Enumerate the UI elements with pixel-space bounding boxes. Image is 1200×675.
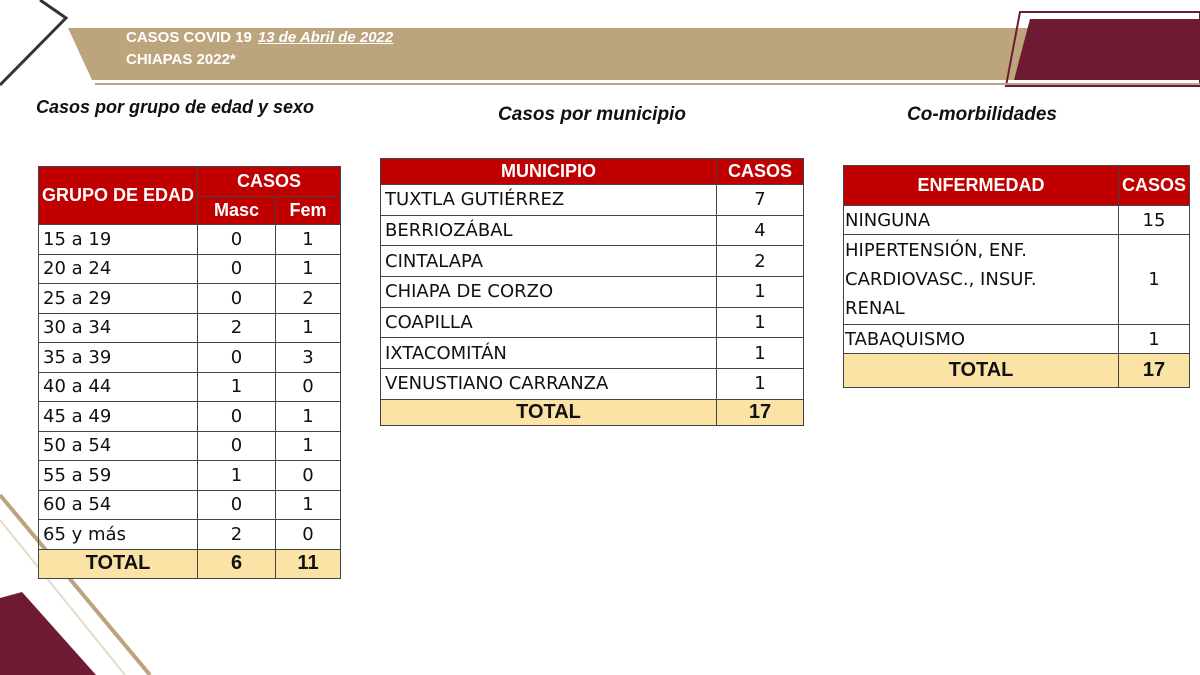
masc-cell: 0 [198, 490, 276, 520]
header-line1: CASOS COVID 19 [126, 29, 252, 46]
casos-header: CASOS [717, 159, 804, 185]
casos-cell: 1 [717, 277, 804, 308]
table-row [39, 225, 341, 255]
municipio-cell: IXTACOMITÁN [381, 338, 717, 369]
table-row [39, 254, 341, 284]
casos-cell: 1 [1119, 235, 1190, 325]
municipio-cell: BERRIOZÁBAL [381, 215, 717, 246]
total-fem: 11 [276, 549, 341, 579]
fem-cell: 1 [276, 431, 341, 461]
grupo-cell: 30 a 34 [39, 313, 198, 343]
masc-header: Masc [198, 197, 276, 225]
table-row [844, 325, 1190, 354]
masc-cell: 2 [198, 520, 276, 550]
fem-cell: 2 [276, 284, 341, 314]
fem-cell: 1 [276, 490, 341, 520]
edad-section-title: Casos por grupo de edad y sexo [35, 97, 315, 117]
municipio-cell: COAPILLA [381, 307, 717, 338]
total-label: TOTAL [381, 399, 717, 425]
fem-cell: 0 [276, 461, 341, 491]
table-row [381, 277, 804, 308]
table-row [381, 307, 804, 338]
casos-cell: 15 [1119, 206, 1190, 235]
fem-header: Fem [276, 197, 341, 225]
total-casos: 17 [1119, 354, 1190, 388]
masc-cell: 0 [198, 402, 276, 432]
masc-cell: 1 [198, 461, 276, 491]
table-row [39, 490, 341, 520]
total-masc: 6 [198, 549, 276, 579]
total-label: TOTAL [39, 549, 198, 579]
edad-table [38, 166, 341, 579]
grupo-cell: 20 a 24 [39, 254, 198, 284]
header-title [126, 29, 393, 46]
fem-cell: 1 [276, 402, 341, 432]
total-row [844, 354, 1190, 388]
table-row [39, 431, 341, 461]
municipio-table [380, 158, 804, 426]
table-row [381, 369, 804, 400]
table-row [39, 343, 341, 373]
table-row [39, 372, 341, 402]
fem-cell: 0 [276, 372, 341, 402]
casos-cell: 1 [717, 369, 804, 400]
grupo-cell: 25 a 29 [39, 284, 198, 314]
municipio-cell: CHIAPA DE CORZO [381, 277, 717, 308]
masc-cell: 0 [198, 254, 276, 284]
enfermedad-cell: HIPERTENSIÓN, ENF. CARDIOVASC., INSUF. RENAL [844, 235, 1119, 325]
table-row [39, 461, 341, 491]
grupo-cell: 40 a 44 [39, 372, 198, 402]
casos-cell: 1 [717, 338, 804, 369]
municipio-section-title: Casos por municipio [498, 104, 686, 125]
grupo-cell: 60 a 54 [39, 490, 198, 520]
masc-cell: 0 [198, 431, 276, 461]
enfermedad-cell: TABAQUISMO [844, 325, 1119, 354]
table-row [381, 338, 804, 369]
municipio-cell: VENUSTIANO CARRANZA [381, 369, 717, 400]
casos-cell: 4 [717, 215, 804, 246]
table-row [844, 206, 1190, 235]
casos-cell: 2 [717, 246, 804, 277]
table-row [39, 284, 341, 314]
total-label: TOTAL [844, 354, 1119, 388]
header-subtitle: CHIAPAS 2022* [126, 51, 236, 68]
grupo-cell: 65 y más [39, 520, 198, 550]
grupo-cell: 15 a 19 [39, 225, 198, 255]
enfermedad-header: ENFERMEDAD [844, 166, 1119, 206]
municipio-cell: TUXTLA GUTIÉRREZ [381, 185, 717, 216]
fem-cell: 0 [276, 520, 341, 550]
casos-cell: 1 [1119, 325, 1190, 354]
table-row [39, 313, 341, 343]
header-date: 13 de Abril de 2022 [257, 29, 394, 46]
fem-cell: 1 [276, 225, 341, 255]
table-row [39, 402, 341, 432]
comorbilidades-section-title: Co-morbilidades [907, 104, 1057, 125]
total-casos: 17 [717, 399, 804, 425]
masc-cell: 1 [198, 372, 276, 402]
casos-header: CASOS [1119, 166, 1190, 206]
table-row [381, 246, 804, 277]
grupo-cell: 45 a 49 [39, 402, 198, 432]
top-left-corner-line [0, 0, 66, 85]
fem-cell: 1 [276, 254, 341, 284]
comorbilidades-table [843, 165, 1190, 388]
masc-cell: 0 [198, 284, 276, 314]
fem-cell: 1 [276, 313, 341, 343]
grupo-cell: 55 a 59 [39, 461, 198, 491]
table-row [381, 185, 804, 216]
casos-header: CASOS [198, 167, 341, 197]
grupo-cell: 35 a 39 [39, 343, 198, 373]
header-right-maroon-shape [1014, 19, 1200, 80]
total-row [381, 399, 804, 425]
casos-cell: 7 [717, 185, 804, 216]
total-row [39, 549, 341, 579]
enfermedad-cell: NINGUNA [844, 206, 1119, 235]
masc-cell: 0 [198, 343, 276, 373]
bottom-left-maroon-triangle [0, 592, 96, 675]
table-row [844, 235, 1190, 325]
municipio-cell: CINTALAPA [381, 246, 717, 277]
table-row [381, 215, 804, 246]
grupo-edad-header: GRUPO DE EDAD [39, 167, 198, 225]
grupo-cell: 50 a 54 [39, 431, 198, 461]
casos-cell: 1 [717, 307, 804, 338]
fem-cell: 3 [276, 343, 341, 373]
masc-cell: 2 [198, 313, 276, 343]
table-row [39, 520, 341, 550]
masc-cell: 0 [198, 225, 276, 255]
municipio-header: MUNICIPIO [381, 159, 717, 185]
